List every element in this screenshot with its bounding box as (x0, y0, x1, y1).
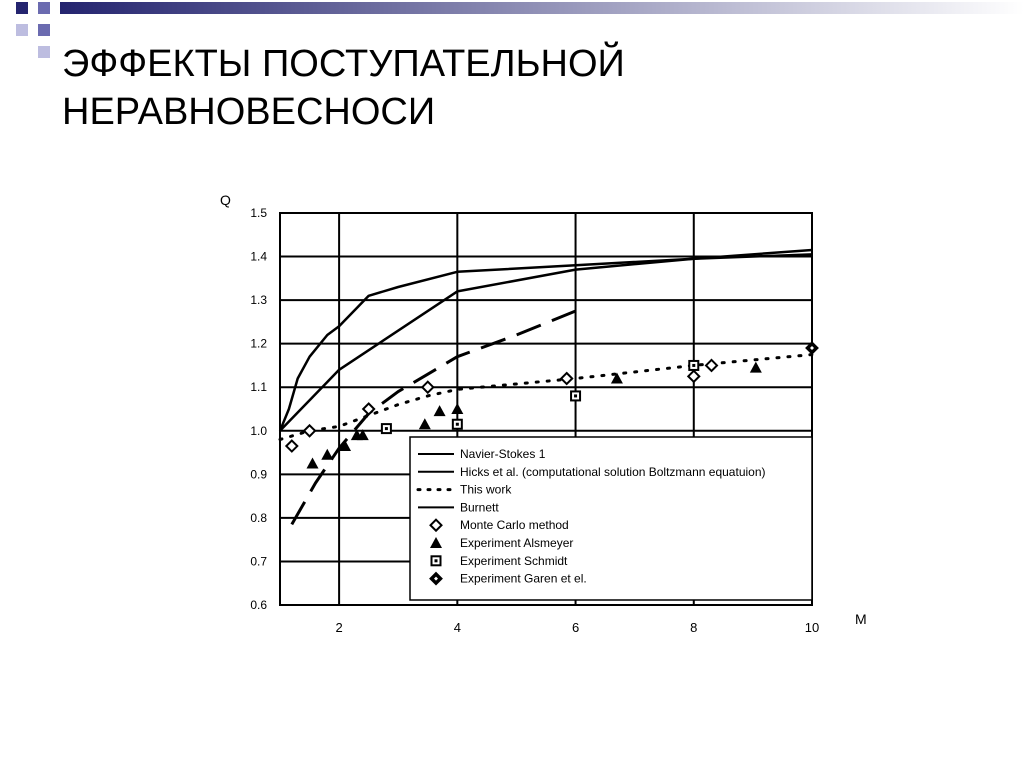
y-tick-label: 0.7 (250, 554, 267, 569)
marker-shape (688, 371, 699, 382)
series-line (280, 254, 812, 430)
y-tick-label: 1.4 (250, 249, 267, 264)
x-tick-label: 10 (804, 620, 820, 635)
marker-shape (422, 382, 433, 393)
legend-label: Burnett (460, 500, 499, 515)
legend-label: Experiment Alsmeyer (460, 536, 574, 550)
y-tick-label: 1.3 (250, 293, 267, 308)
marker-shape (750, 362, 762, 373)
legend-marker (432, 556, 441, 565)
marker-shape (706, 360, 717, 371)
y-tick-label: 1.1 (250, 380, 267, 395)
marker-center (385, 427, 388, 430)
series-2 (280, 254, 812, 430)
data-point (688, 371, 699, 382)
y-tick-label: 0.9 (250, 467, 267, 482)
marker-shape (451, 403, 463, 414)
data-point (571, 391, 580, 400)
marker-shape (419, 418, 431, 429)
legend-item (418, 465, 766, 479)
data-point (451, 403, 463, 414)
legend-label: This work (460, 482, 512, 497)
data-point (422, 382, 433, 393)
data-point (453, 420, 462, 429)
marker-shape (286, 441, 297, 452)
marker-center (435, 559, 438, 562)
data-point (419, 418, 431, 429)
marker-shape (307, 457, 319, 468)
series-line (280, 355, 812, 440)
marker-center (574, 394, 577, 397)
y-axis-label: Q (220, 192, 231, 208)
x-tick-label: 8 (690, 620, 698, 635)
marker-shape (304, 425, 315, 436)
series-3 (280, 355, 812, 440)
slide-title-line-2: НЕРАВНОВЕСНОСИ (62, 91, 436, 133)
y-tick-label: 0.6 (250, 598, 267, 612)
marker-shape (434, 405, 446, 416)
data-point (382, 424, 391, 433)
data-point (321, 449, 333, 460)
data-point (286, 441, 297, 452)
series-line (280, 250, 812, 431)
legend-label: Navier-Stokes 1 (460, 447, 546, 461)
legend-label: Experiment Schmidt (460, 553, 568, 568)
y-tick-label: 1.0 (250, 423, 267, 438)
x-tick-label: 4 (453, 620, 461, 635)
data-point (561, 373, 572, 384)
data-point (304, 425, 315, 436)
data-point (363, 404, 374, 415)
data-point (706, 360, 717, 371)
x-tick-label: 2 (335, 620, 343, 635)
legend-label: Monte Carlo method (460, 518, 569, 533)
marker-shape (363, 404, 374, 415)
y-tick-label: 0.8 (250, 510, 267, 525)
marker-center (456, 423, 459, 426)
series-1 (280, 250, 812, 431)
y-tick-label: 1.5 (250, 206, 267, 220)
data-point (307, 457, 319, 468)
legend (410, 437, 812, 600)
data-point (434, 405, 446, 416)
x-axis-label: M (855, 611, 867, 627)
x-tick-label: 6 (571, 620, 580, 635)
marker-shape (561, 373, 572, 384)
legend-label: Hicks et al. (computational solution Boltzmann equatuion) (460, 464, 766, 479)
legend-label: Experiment Garen et el. (460, 571, 587, 586)
slide-title-line-1: ЭФФЕКТЫ ПОСТУПАТЕЛЬНОЙ (62, 43, 625, 85)
data-point (689, 361, 698, 370)
marker-shape (321, 449, 333, 460)
y-tick-label: 1.2 (250, 336, 267, 351)
data-point (750, 362, 762, 373)
marker-center (692, 364, 695, 367)
